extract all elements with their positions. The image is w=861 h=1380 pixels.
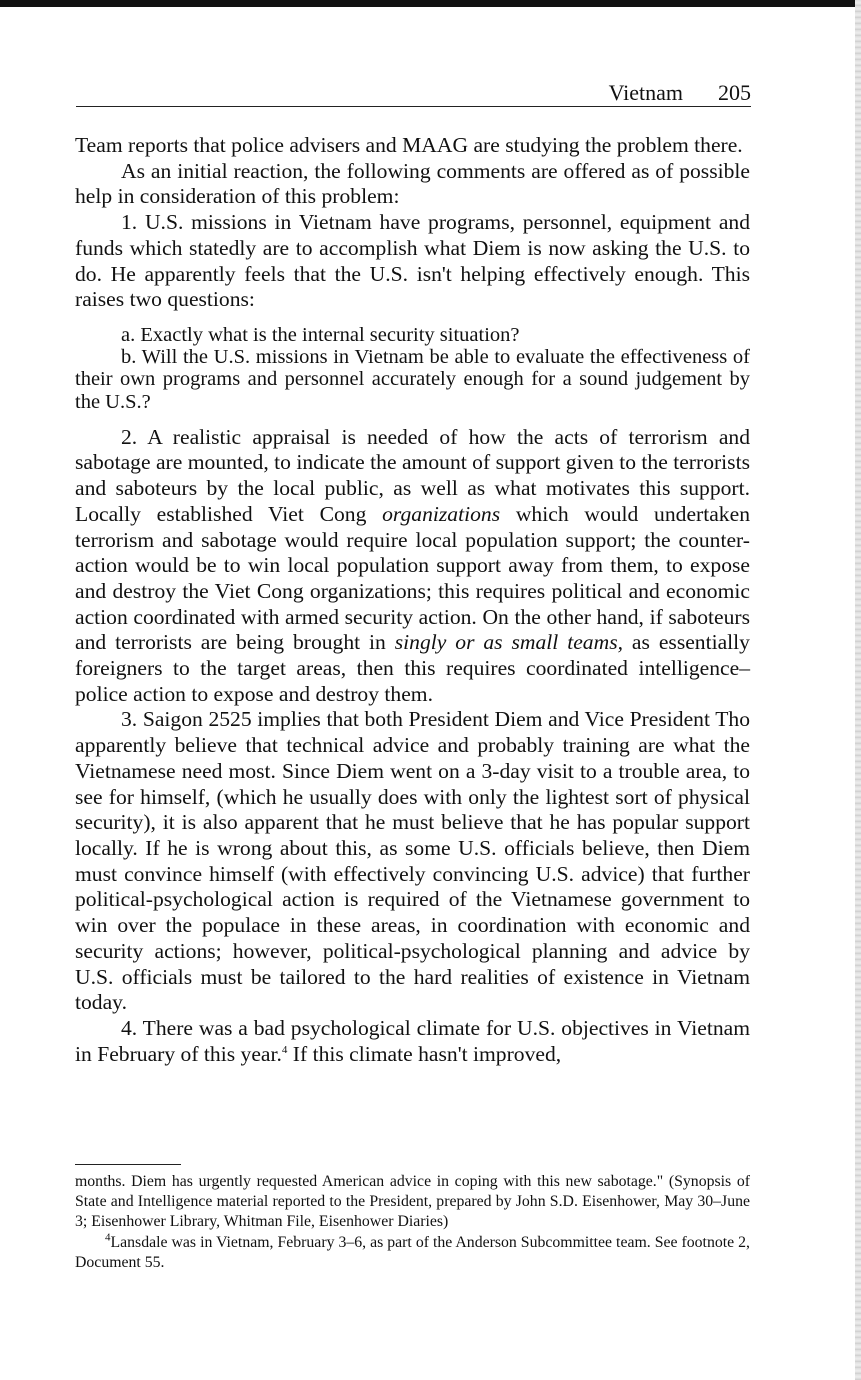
page-number: 205 <box>718 80 751 105</box>
item-2-emphasis-small-teams: singly or as small teams, <box>394 630 623 655</box>
list-item-4 <box>75 1016 750 1067</box>
top-scan-edge <box>0 0 861 7</box>
item-2-text-part3: as essentially foreigners to the target areas, then this requires coordinated intelligence–police action to expose and destroy them. <box>75 630 750 706</box>
sub-question-b: b. Will the U.S. missions in Vietnam be able to evaluate the effectiveness of their own programs and personnel accurately enough for a sound judgement by the U.S.? <box>75 346 750 413</box>
item-2-text-part1: 2. A realistic appraisal is needed of how the acts of terrorism and sabotage are mounted, to indicate the amount of support given to the terrorists and saboteurs by the local public, as well as what motivates this support. Locally established Viet Cong <box>75 424 750 526</box>
footnote-4-marker: 4 <box>105 1231 111 1244</box>
footnote-4 <box>75 1233 750 1273</box>
page-header <box>76 80 751 107</box>
footnotes <box>75 1172 750 1273</box>
footnote-reference-4: 4 <box>281 1043 288 1056</box>
footnote-continued: months. Diem has urgently requested American advice in coping with this new sabotage." (Synopsis of State and Intelligence material reported to the President, prepared by John S.D. Eisenhower, May 30–June 3; Eisenhower Library, Whitman File, Eisenhower Diaries) <box>75 1173 750 1231</box>
list-item-3: 3. Saigon 2525 implies that both President Diem and Vice President Tho apparently believe that technical advice and probably training are what the Vietnamese need most. Since Diem went on a 3-day visit to a trouble area, to see for himself, (which he usually does with only the lightest sort of physical security), it is also apparent that he must believe that he has popular support locally. If he is wrong about this, as some U.S. officials believe, then Diem must convince himself (with effectively convincing U.S. advice) that further political-psychological action is required of the Vietnamese government to win over the populace in these areas, in coordination with economic and security actions; however, political-psychological planning and advice by U.S. officials must be tailored to the hard realities of existence in Vietnam today. <box>75 707 750 1015</box>
body-text <box>75 133 750 1067</box>
list-item-1: 1. U.S. missions in Vietnam have programs, personnel, equipment and funds which statedly are to accomplish what Diem is now asking the U.S. to do. He apparently feels that the U.S. isn't helping effectively enough. This raises two questions: <box>75 210 750 312</box>
sub-question-list <box>75 324 750 413</box>
item-4-text-part1: 4. There was a bad psychological climate for U.S. objectives in Vietnam in February of this year. <box>75 1015 750 1066</box>
item-4-text-part2: If this climate hasn't improved, <box>287 1041 562 1066</box>
paragraph-initial-reaction: As an initial reaction, the following comments are offered as of possible help in consideration of this problem: <box>75 158 750 209</box>
item-2-emphasis-organizations: organizations <box>382 501 501 526</box>
right-scan-edge <box>855 0 861 1380</box>
paragraph-continued: Team reports that police advisers and MAAG are studying the problem there. <box>75 133 743 157</box>
sub-question-a: a. Exactly what is the internal security situation? <box>121 323 520 346</box>
footnote-divider <box>75 1164 181 1165</box>
footnote-4-text: Lansdale was in Vietnam, February 3–6, as part of the Anderson Subcommittee team. See footnote 2, Document 55. <box>75 1233 750 1271</box>
running-title: Vietnam <box>608 80 683 105</box>
list-item-2 <box>75 425 750 708</box>
item-2-text-part2: which would undertaken terrorism and sabotage would require local population support; the counter-action would be to win local population support away from them, to expose and destroy the Viet Cong organizations; this requires political and economic action coordinated with armed security action. On the other hand, if saboteurs and terrorists are being brought in <box>75 501 750 655</box>
